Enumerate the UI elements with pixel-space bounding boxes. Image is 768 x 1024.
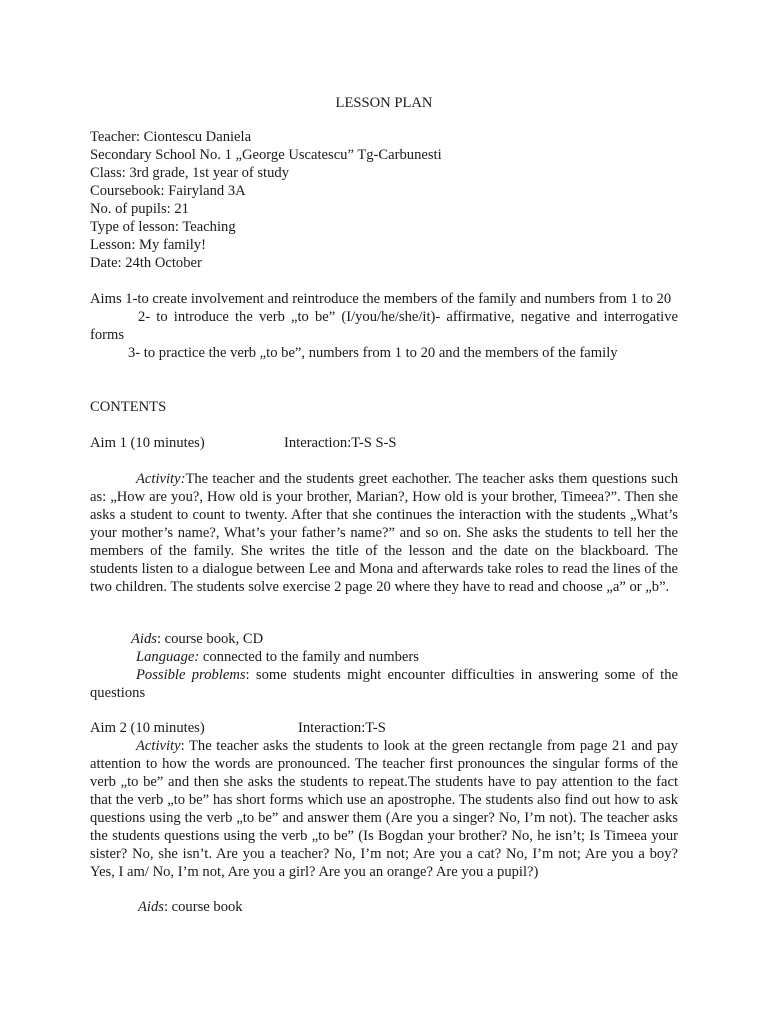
- aim-1-title: Aim 1 (10 minutes): [90, 435, 205, 451]
- language-label: Language:: [136, 649, 200, 665]
- lesson-line: Lesson: My family!: [90, 237, 206, 253]
- aim-1-interaction: Interaction:T-S S-S: [284, 435, 397, 451]
- aids-label: Aids: [131, 631, 157, 647]
- aids-text: : course book, CD: [156, 631, 264, 647]
- aim-2-aids: [138, 898, 243, 916]
- aim-2-title: Aim 2 (10 minutes): [90, 720, 205, 736]
- aim-1-language: [136, 648, 419, 666]
- class-line: Class: 3rd grade, 1st year of study: [90, 165, 290, 181]
- aims-section: [90, 290, 678, 362]
- teacher-line: Teacher: Ciontescu Daniela: [90, 129, 252, 145]
- aim-1-activity: [90, 470, 678, 596]
- lesson-header: [90, 128, 442, 272]
- aim-2-text: 2- to introduce the verb „to be” (I/you/he/she/it)- affirmative, negative and interrogative forms: [90, 309, 678, 343]
- aids-text: : course book: [163, 899, 243, 915]
- activity-text: : The teacher asks the students to look at the green rectangle from page 21 and pay attention to how the words are pronounced. The teacher first pronounces the singular forms of the verb „to be” and then she asks the students to repeat.The students have to pay attention to the fact that the verb „to be” has short forms which use an apostrophe. The students also find out how to ask questions using the verb „to be” and answer them (Are you a singer? No, I’m not). The teacher asks the students questions using the verb „to be” (Is Bogdan your brother? No, he isn’t; Is Timeea your sister? No, she isn’t. Are you a teacher? No, I’m not; Are you a cat? No, I’m not; Are you a boy? Yes, I am/ No, I’m not, Are you a girl? Are you an orange? Are you a pupil?): [90, 738, 678, 880]
- aim-3-text: 3- to practice the verb „to be”, numbers from 1 to 20 and the members of the family: [128, 345, 618, 361]
- aim-2-interaction: Interaction:T-S: [298, 720, 386, 736]
- lesson-type-line: Type of lesson: Teaching: [90, 219, 236, 235]
- aim-1-aids: [131, 630, 263, 648]
- activity-label: Activity: [136, 738, 181, 754]
- aids-label: Aids: [138, 899, 164, 915]
- problems-label: Possible problems: [136, 667, 246, 683]
- activity-text: The teacher and the students greet eachother. The teacher asks them questions such as: „How are you?, How old is your brother, Marian?, How old is your brother, Timeea?”. Then she asks a student to count to twenty. After that she continues the interaction with the students „What’s your mother’s name?, What’s your father’s name?” and so on. She asks the students to tell her the members of the family. She writes the title of the lesson and the date on the blackboard. The students listen to a dialogue between Lee and Mona and afterwards take roles to read the lines of the two children. The students solve exercise 2 page 20 where they have to read and choose „a” or „b”.: [90, 471, 678, 595]
- aim-1-problems: [90, 666, 678, 702]
- pupils-line: No. of pupils: 21: [90, 201, 189, 217]
- school-line: Secondary School No. 1 „George Uscatescu” Tg-Carbunesti: [90, 147, 442, 163]
- aim-1-heading: [90, 434, 397, 452]
- language-text: connected to the family and numbers: [199, 649, 419, 665]
- problems-text: : some students might encounter difficulties in answering some of the questions: [90, 667, 678, 701]
- date-line: Date: 24th October: [90, 255, 202, 271]
- activity-label: Activity:: [136, 471, 186, 487]
- aim-1-text: Aims 1-to create involvement and reintroduce the members of the family and numbers from 1 to 20: [90, 291, 672, 307]
- aim-2-activity: [90, 737, 678, 881]
- aim-2-heading: [90, 719, 386, 737]
- contents-heading: CONTENTS: [90, 399, 167, 415]
- coursebook-line: Coursebook: Fairyland 3A: [90, 183, 246, 199]
- page-title: LESSON PLAN: [335, 95, 433, 111]
